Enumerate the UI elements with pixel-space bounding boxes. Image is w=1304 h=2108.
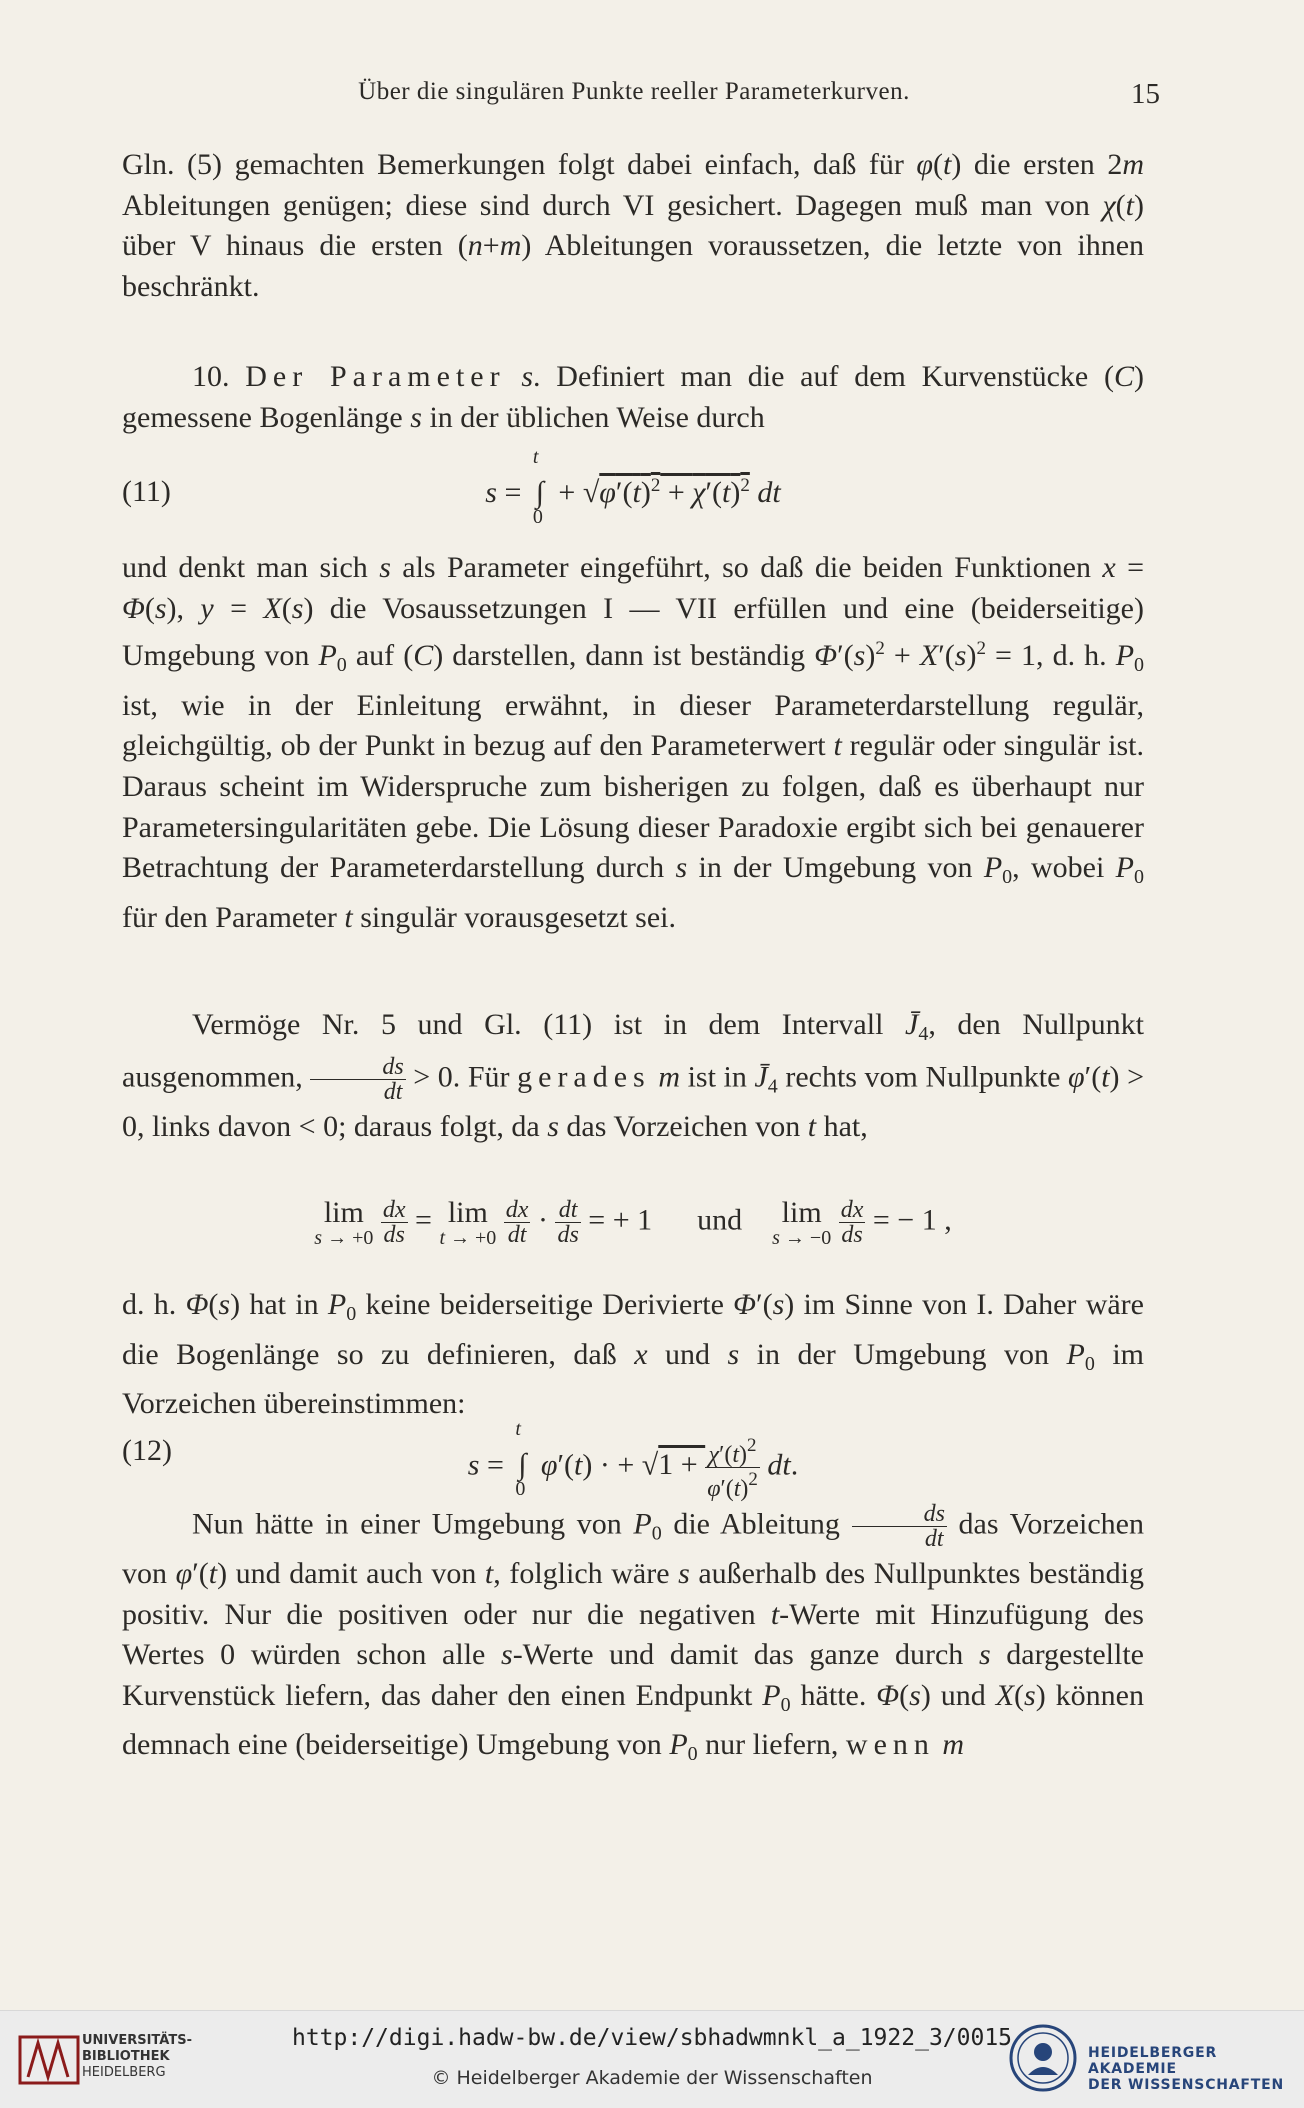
limit-formula: lim s → +0 $\frac{dx}{ds}$ = lim t → +0 $\frac{dx}{dt}$ · $\frac{dt}{ds}$ = + 1 und lim s → −0 $\frac{dx}{ds}$ = − 1 , — [314, 1196, 952, 1249]
paragraph-4: d. h. Φ(s) hat in $P_0$ keine beiderseitige Derivierte Φ′(s) im Sinne von I. Daher wäre die Bogenlänge so zu definieren, daß x und s in der Umgebung von $P_0$ im Vorzeichen übereinstimmen: — [122, 1288, 1144, 1421]
university-library-name: UNIVERSITÄTS- BIBLIOTHEK HEIDELBERG — [82, 2033, 192, 2080]
footer-bar — [0, 2010, 1304, 2108]
section-10-heading-paragraph: 10. Der Parameter s. Definiert man die auf dem Kurvenstücke (C) gemessene Bogenlänge s in der üblichen Weise durch — [122, 360, 1145, 434]
academy-seal-icon — [1008, 2023, 1078, 2093]
document-url-link[interactable]: http://digi.hadw-bw.de/view/sbhadwmnkl_a_1922_3/0015 — [291, 2025, 1013, 2051]
running-title: Über die singulären Punkte reeller Parameterkurven. — [358, 78, 910, 105]
paragraph-2: und denkt man sich s als Parameter eingeführt, so daß die beiden Funktionen x = Φ(s), y = X(s) die Vosaussetzungen I — VII erfüllen und eine (beiderseitige) Umgebung von $P_0$ auf (C) darstellen, dann ist beständig $\Phi'(s)^2 + X'(s)^2 = 1$, d. h. $P_0$ ist, wie in der Einleitung erwähnt, in dieser Parameterdarstellung regulär, gleichgültig, ob der Punkt in bezug auf den Parameterwert t regulär oder singulär ist. Daraus scheint im Widerspruche zum bisherigen zu folgen, daß es überhaupt nur Parametersingularitäten gebe. Die Lösung dieser Paradoxie ergibt sich bei genauerer Betrachtung der Parameterdarstellung durch s in der Umgebung von $P_0$, wobei $P_0$ für den Parameter t singulär vorausgesetzt sei. — [122, 551, 1145, 934]
academy-name: HEIDELBERGER AKADEMIE DER WISSENSCHAFTEN — [1088, 2045, 1285, 2093]
copyright-notice: © Heidelberger Akademie der Wissenschaften — [431, 2067, 873, 2089]
equation-12-label: (12) — [122, 1434, 172, 1467]
running-header — [122, 78, 1160, 118]
equation-11-label: (11) — [122, 475, 171, 508]
paragraph-5: Nun hätte in einer Umgebung von $P_0$ die Ableitung $\frac{ds}{dt}$ das Vorzeichen von φ′(t) und damit auch von t, folglich wäre s außerhalb des Nullpunktes beständig positiv. Nur die positiven oder nur die negativen t-Werte mit Hinzufügung des Wertes 0 würden schon alle s-Werte und damit das ganze durch s dargestellte Kurvenstück liefern, das daher den einen Endpunkt $P_0$ hätte. Φ(s) und X(s) können demnach eine (beiderseitige) Umgebung von $P_0$ nur liefern, wenn m — [122, 1501, 1144, 1766]
equation-12: (12) s = t ∫ 0 φ′(t) · + √1 + $\frac{\chi'(t)^2}{\varphi'(t)^2}$ dt. — [122, 1418, 799, 1502]
paragraph-1: Gln. (5) gemachten Bemerkungen folgt dabei einfach, daß für φ(t) die ersten 2m Ableitungen genügen; diese sind durch VI gesichert. Dagegen muß man von χ(t) über V hinaus die ersten (n+m) Ableitungen voraussetzen, die letzte von ihnen beschränkt. — [122, 148, 1145, 303]
page-number: 15 — [1131, 78, 1160, 110]
equation-11: (11) s = t ∫ 0 + $√\varphi'(t)^2 + \chi'(t)^2$ dt — [122, 446, 781, 528]
paragraph-3: Vermöge Nr. 5 und Gl. (11) ist in dem Intervall $J̄_4$, den Nullpunkt ausgenommen, $\frac{ds}{dt}$ > 0. Für gerades m ist in $J̄_4$ rechts vom Nullpunkte φ′(t) > 0, links davon < 0; daraus folgt, da s das Vorzeichen von t hat, — [122, 1008, 1145, 1143]
